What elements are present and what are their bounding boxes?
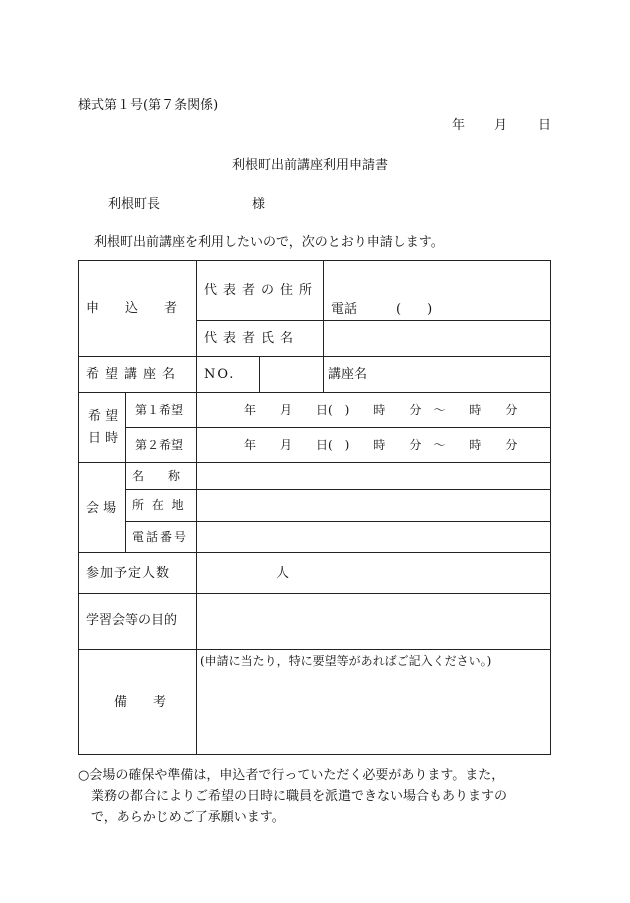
first-choice-datetime[interactable]: 年 月 日( ) 時 分 〜 時 分: [244, 403, 518, 417]
applicant-label: 申 込 者: [86, 301, 178, 316]
participants-unit: 人: [276, 566, 290, 581]
intro-text: 利根町出前講座を利用したいので，次のとおり申請します。: [94, 235, 444, 250]
notice-line-1: ○会場の確保や準備は，申込者で行っていただく必要があります。また，: [78, 768, 505, 783]
venue-address-label: 所 在 地: [132, 498, 186, 512]
table-border-top: [78, 260, 551, 261]
datetime-mid-line: [125, 427, 551, 428]
date-year: 年: [452, 118, 466, 133]
course-name-label: 講座名: [328, 367, 368, 382]
course-no-divider: [259, 356, 260, 392]
table-border-left: [78, 260, 79, 755]
datetime-label-bottom: 日 時: [88, 431, 119, 446]
date-month: 月: [494, 118, 508, 133]
rep-address-label: 代表者の住所: [204, 283, 319, 298]
remarks-hint: (申請に当たり，特に要望等があればご記入ください。): [200, 654, 492, 668]
date-day: 日: [538, 118, 552, 133]
rep-name-label: 代表者氏名: [204, 331, 300, 346]
addressee: 利根町長: [108, 197, 161, 212]
table-border-bottom: [78, 754, 551, 755]
purpose-label: 学習会等の目的: [86, 613, 178, 628]
venue-phone-input[interactable]: [197, 522, 550, 552]
second-choice-datetime[interactable]: 年 月 日( ) 時 分 〜 時 分: [244, 438, 518, 452]
row-line-2: [78, 392, 551, 393]
table-border-right: [550, 260, 551, 755]
datetime-label-top: 希 望: [88, 409, 119, 424]
venue-phone-label: 電話番号: [132, 530, 189, 544]
document-title: 利根町出前講座利用申請書: [232, 158, 389, 173]
form-number: 様式第１号(第７条関係): [78, 98, 219, 113]
rep-name-input[interactable]: [324, 321, 550, 356]
remarks-label: 備 考: [114, 695, 167, 710]
remarks-input[interactable]: [197, 672, 550, 754]
addressee-honorific: 様: [252, 197, 266, 212]
notice-line-2: 業務の都合によりご希望の日時に職員を派遣できない場合もありますの: [91, 789, 508, 804]
participants-label: 参加予定人数: [86, 566, 171, 581]
venue-name-label: 名 称: [132, 469, 181, 483]
venue-address-input[interactable]: [197, 490, 550, 521]
notice-line-3: で，あらかじめご了承願います。: [91, 810, 285, 825]
rep-address-input[interactable]: 電話 ( ): [331, 302, 433, 317]
purpose-input[interactable]: [197, 594, 550, 649]
course-label: 希望講座名: [86, 367, 182, 382]
course-no-label: NO.: [204, 367, 236, 382]
participants-input[interactable]: [197, 553, 550, 593]
notice: [78, 765, 558, 828]
venue-name-input[interactable]: [197, 463, 550, 489]
first-choice-label: 第１希望: [135, 403, 184, 417]
application-form-table: [78, 260, 551, 755]
row-line-6: [78, 649, 551, 650]
venue-sublabel-divider: [125, 462, 126, 552]
course-name-input[interactable]: [324, 357, 550, 392]
second-choice-label: 第２希望: [135, 438, 184, 452]
venue-label: 会 場: [86, 501, 117, 516]
